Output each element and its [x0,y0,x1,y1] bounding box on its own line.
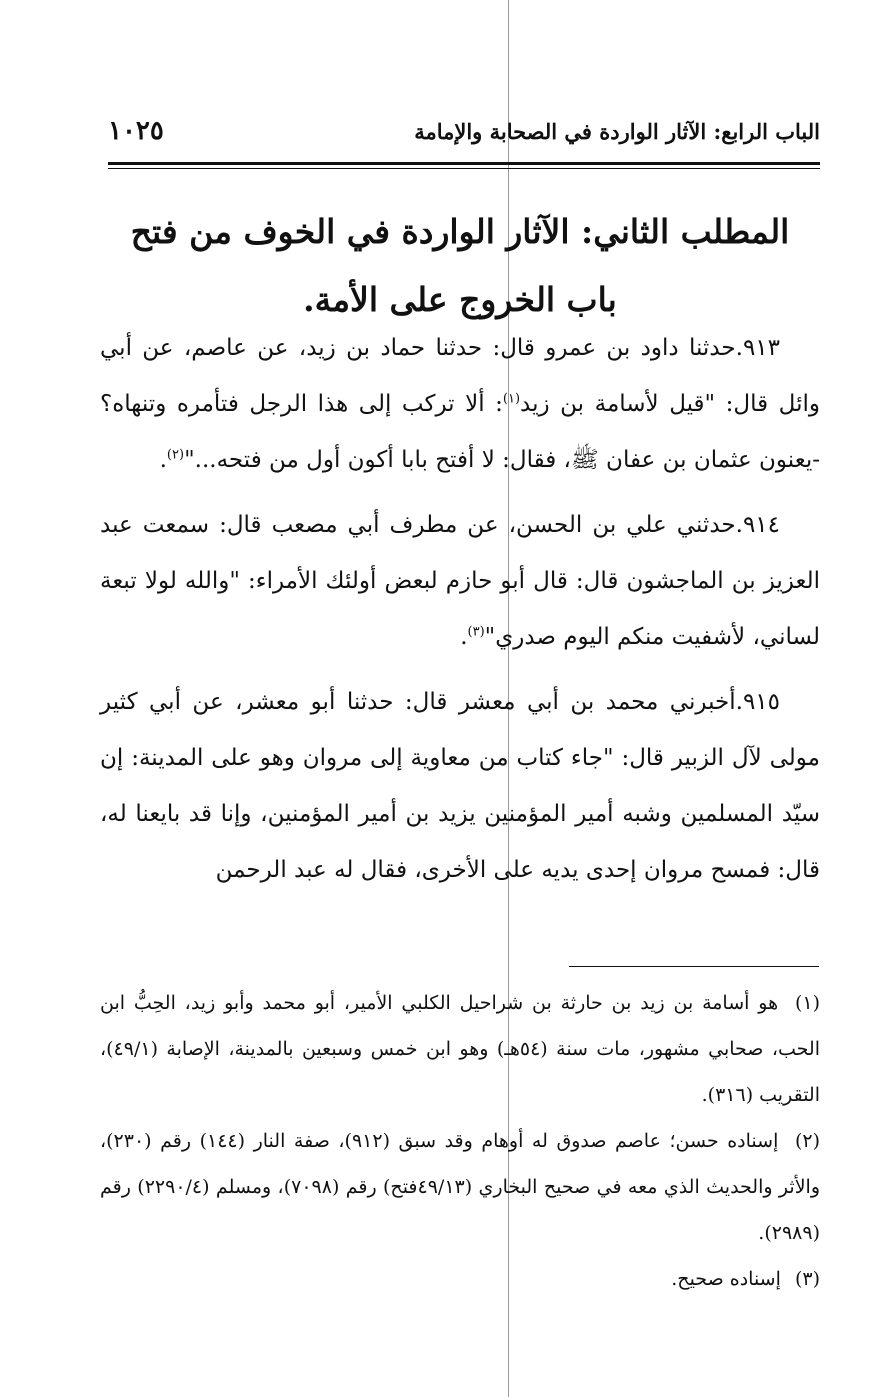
footnote-1 [100,980,820,1118]
footnotes [100,980,820,1302]
running-title: الباب الرابع: الآثار الواردة في الصحابة والإمامة [414,118,820,144]
paragraph-text: : ألا تركب إلى هذا الرجل فتأمره وتنهاه؟ -يعنون عثمان بن عفان ﷺ، فقال: لا أفتح بابا أكون أول من فتحه..." [100,391,820,473]
footnote-text: إسناده صحيح. [671,1268,781,1290]
footnote-ref-1[interactable]: (١) [502,391,521,407]
footnote-number: (١) [794,992,820,1014]
footnote-text: هو أسامة بن زيد بن حارثة بن شراحيل الكلبي الأمير، أبو محمد وأبو زيد، الحِبُّ ابن الحب، صحابي مشهور، مات سنة (٥٤هـ) وهو ابن خمس وسبعين بالمدينة، الإصابة (٤٩/١)، التقريب (٣١٦). [100,992,820,1106]
paragraph-text: ٩١٥.أخبرني محمد بن أبي معشر قال: حدثنا أبو معشر، عن أبي كثير مولى لآل الزبير قال: "جاء كتاب من معاوية إلى مروان وهو على المدينة: إن سيّد المسلمين وشبه أمير المؤمنين يزيد بن أمير المؤمنين، وإنا قد بايعنا له، قال: فمسح مروان إحدى يديه على الأخرى، فقال له عبد الرحمن [100,689,820,883]
footnote-number: (٣) [794,1268,820,1290]
athar-paragraph-913 [100,320,820,488]
footnote-number: (٢) [794,1130,820,1152]
footnote-2 [100,1118,820,1256]
section-heading-title: الآثار الواردة في الخوف من فتح باب الخروج على الأمة. [130,212,617,319]
athar-paragraph-914 [100,497,820,665]
paragraph-text: ٩١٣.حدثنا داود بن عمرو قال: حدثنا حماد بن زيد، عن عاصم، عن أبي وائل قال: "قيل لأسامة بن زيد [100,335,820,417]
header-rule [108,162,820,169]
section-heading-lead: المطلب الثاني: [581,212,790,251]
page-number: ١٠٢٥ [108,116,164,146]
athar-paragraph-915 [100,674,820,898]
main-text [100,320,820,907]
paragraph-text: ٩١٤.حدثني علي بن الحسن، عن مطرف أبي مصعب قال: سمعت عبد العزيز بن الماجشون قال: قال أبو حازم لبعض أولئك الأمراء: "والله لولا تبعة لساني، لأشفيت منكم اليوم صدري" [100,512,820,650]
paragraph-text: . [159,447,167,473]
footnote-3 [100,1256,820,1302]
section-heading [100,198,820,334]
paragraph-text: . [460,624,468,650]
page-header [108,112,820,150]
footnote-separator [569,966,819,967]
footnote-ref-2[interactable]: (٢) [166,447,185,463]
footnote-ref-3[interactable]: (٣) [467,624,485,640]
footnote-text: إسناده حسن؛ عاصم صدوق له أوهام وقد سبق (٩١٢)، صفة النار (١٤٤) رقم (٢٣٠)، والأثر والحديث الذي معه في صحيح البخاري (٤٩/١٣فتح) رقم (٧٠٩٨)، ومسلم (٢٢٩٠/٤) رقم (٢٩٨٩). [100,1130,820,1244]
